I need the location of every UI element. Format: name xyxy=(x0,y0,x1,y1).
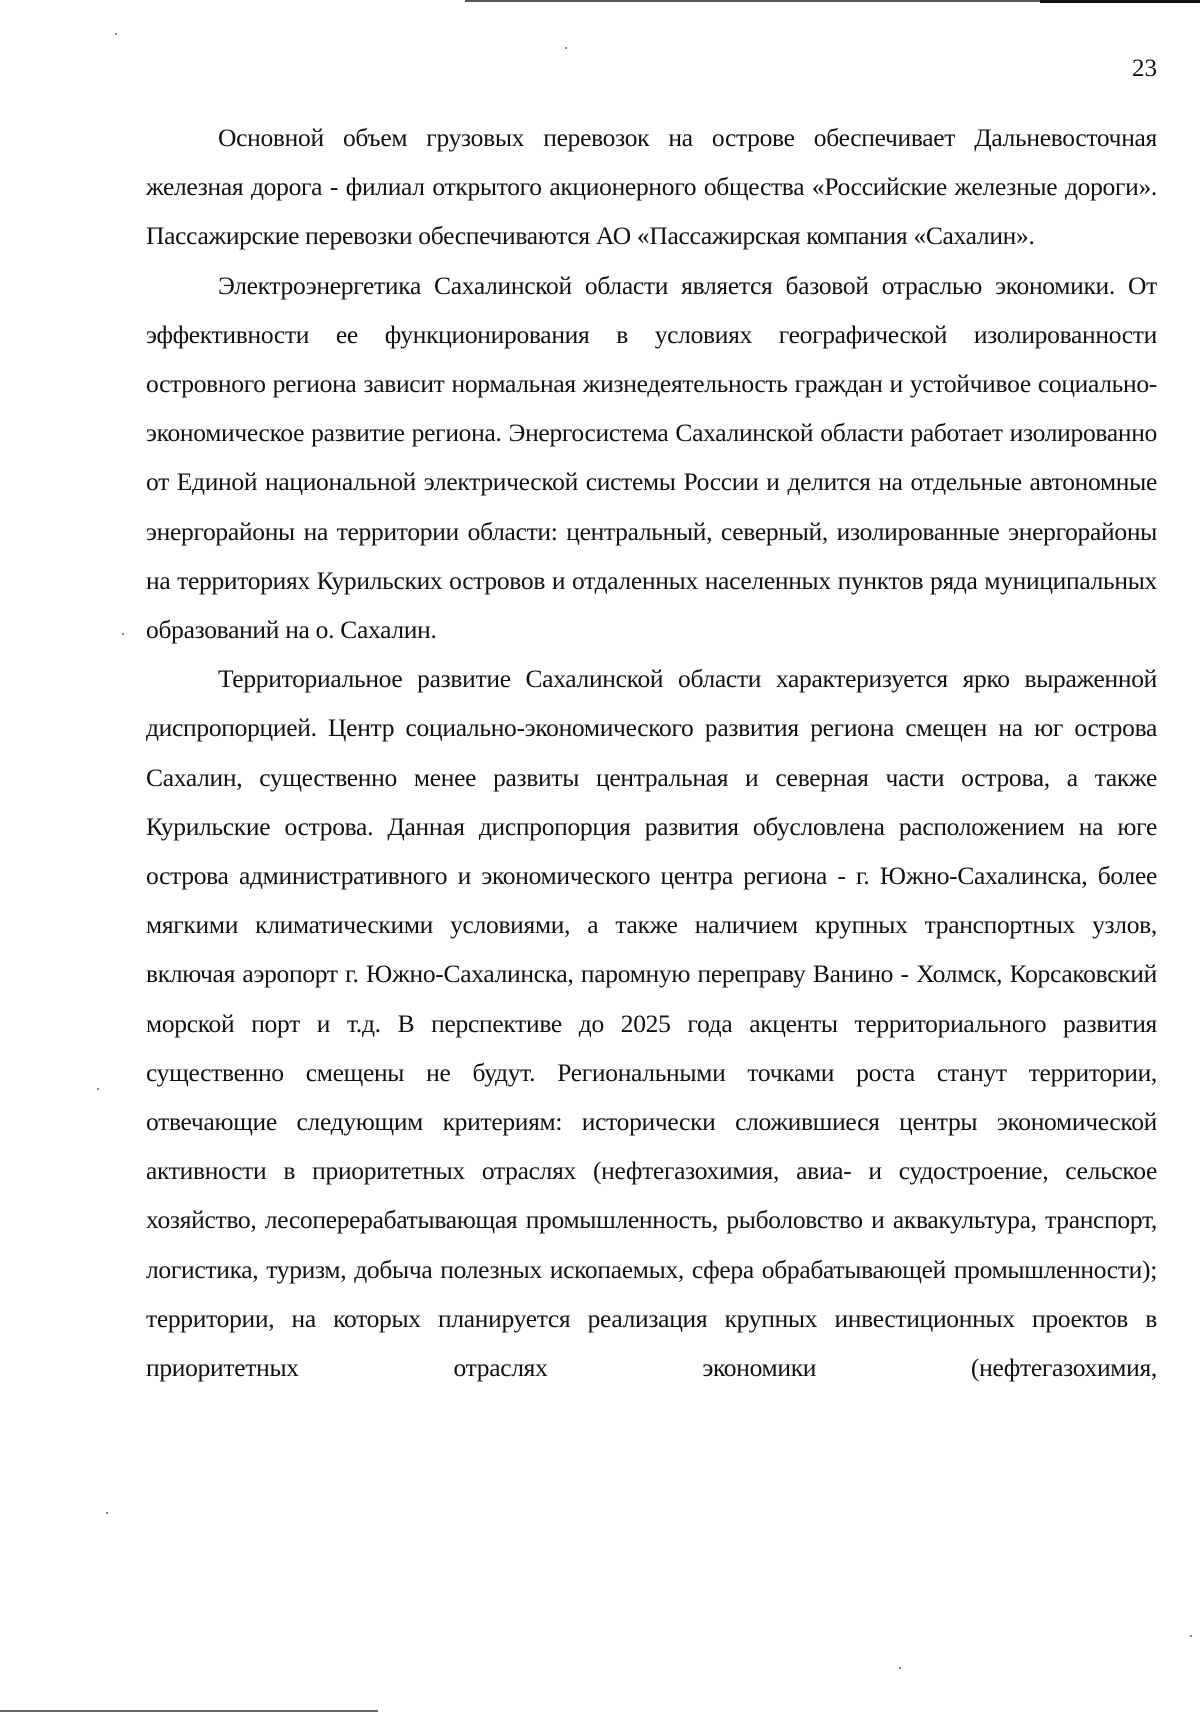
scan-edge-top-dark xyxy=(1040,0,1200,3)
paragraph-electric-power: Электроэнергетика Сахалинской области является базовой отраслью экономики. От эффективности ее функционирования в условиях географической изолированности островного региона зависит нормальная жизнедеятельность граждан и устойчивое социально-экономическое развитие региона. Энергосистема Сахалинской области работает изолированно от Единой национальной электрической системы России и делится на отдельные автономные энергорайоны на территории области: центральный, северный, изолированные энергорайоны на территориях Курильских островов и отдаленных населенных пунктов ряда муниципальных образований на о. Сахалин. xyxy=(146,270,1157,645)
page-number: 23 xyxy=(1132,55,1157,82)
scan-speck xyxy=(115,33,117,35)
scan-speck xyxy=(1190,1635,1192,1637)
scan-speck xyxy=(565,47,567,49)
scan-speck xyxy=(97,1088,99,1090)
paragraph-territorial-development: Территориальное развитие Сахалинской области характеризуется ярко выраженной диспропорцией. Центр социально-экономического развития региона смещен на юг острова Сахалин, существенно менее развиты центральная и северная части острова, а также Курильские острова. Данная диспропорция развития обусловлена расположением на юге острова административного и экономического центра региона - г. Южно-Сахалинска, более мягкими климатическими условиями, а также наличием крупных транспортных узлов, включая аэропорт г. Южно-Сахалинска, паромную переправу Ванино - Холмск, Корсаковский морской порт и т.д. В перспективе до 2025 года акценты территориального развития существенно смещены не будут. Региональными точками роста станут территории, отвечающие следующим критериям: исторически сложившиеся центры экономической активности в приоритетных отраслях (нефтегазохимия, авиа- и судостроение, сельское хозяйство, лесоперерабатывающая промышленность, рыболовство и аквакультура, транспорт, логистика, туризм, добыча полезных ископаемых, сфера обрабатывающей промышленности); территории, на которых планируется реализация крупных инвестиционных проектов в приоритетных отраслях экономики (нефтегазохимия, xyxy=(146,664,1157,1383)
paragraph-freight-transport: Основной объем грузовых перевозок на острове обеспечивает Дальневосточная железная дорога - филиал открытого акционерного общества «Российские железные дороги». Пассажирские перевозки обеспечиваются АО «Пассажирская компания «Сахалин». xyxy=(146,123,1157,251)
scan-edge-bottom xyxy=(0,1710,378,1712)
scan-speck xyxy=(122,633,124,635)
document-body xyxy=(146,113,1157,1392)
scan-speck xyxy=(899,1667,901,1669)
scan-speck xyxy=(106,1512,108,1514)
